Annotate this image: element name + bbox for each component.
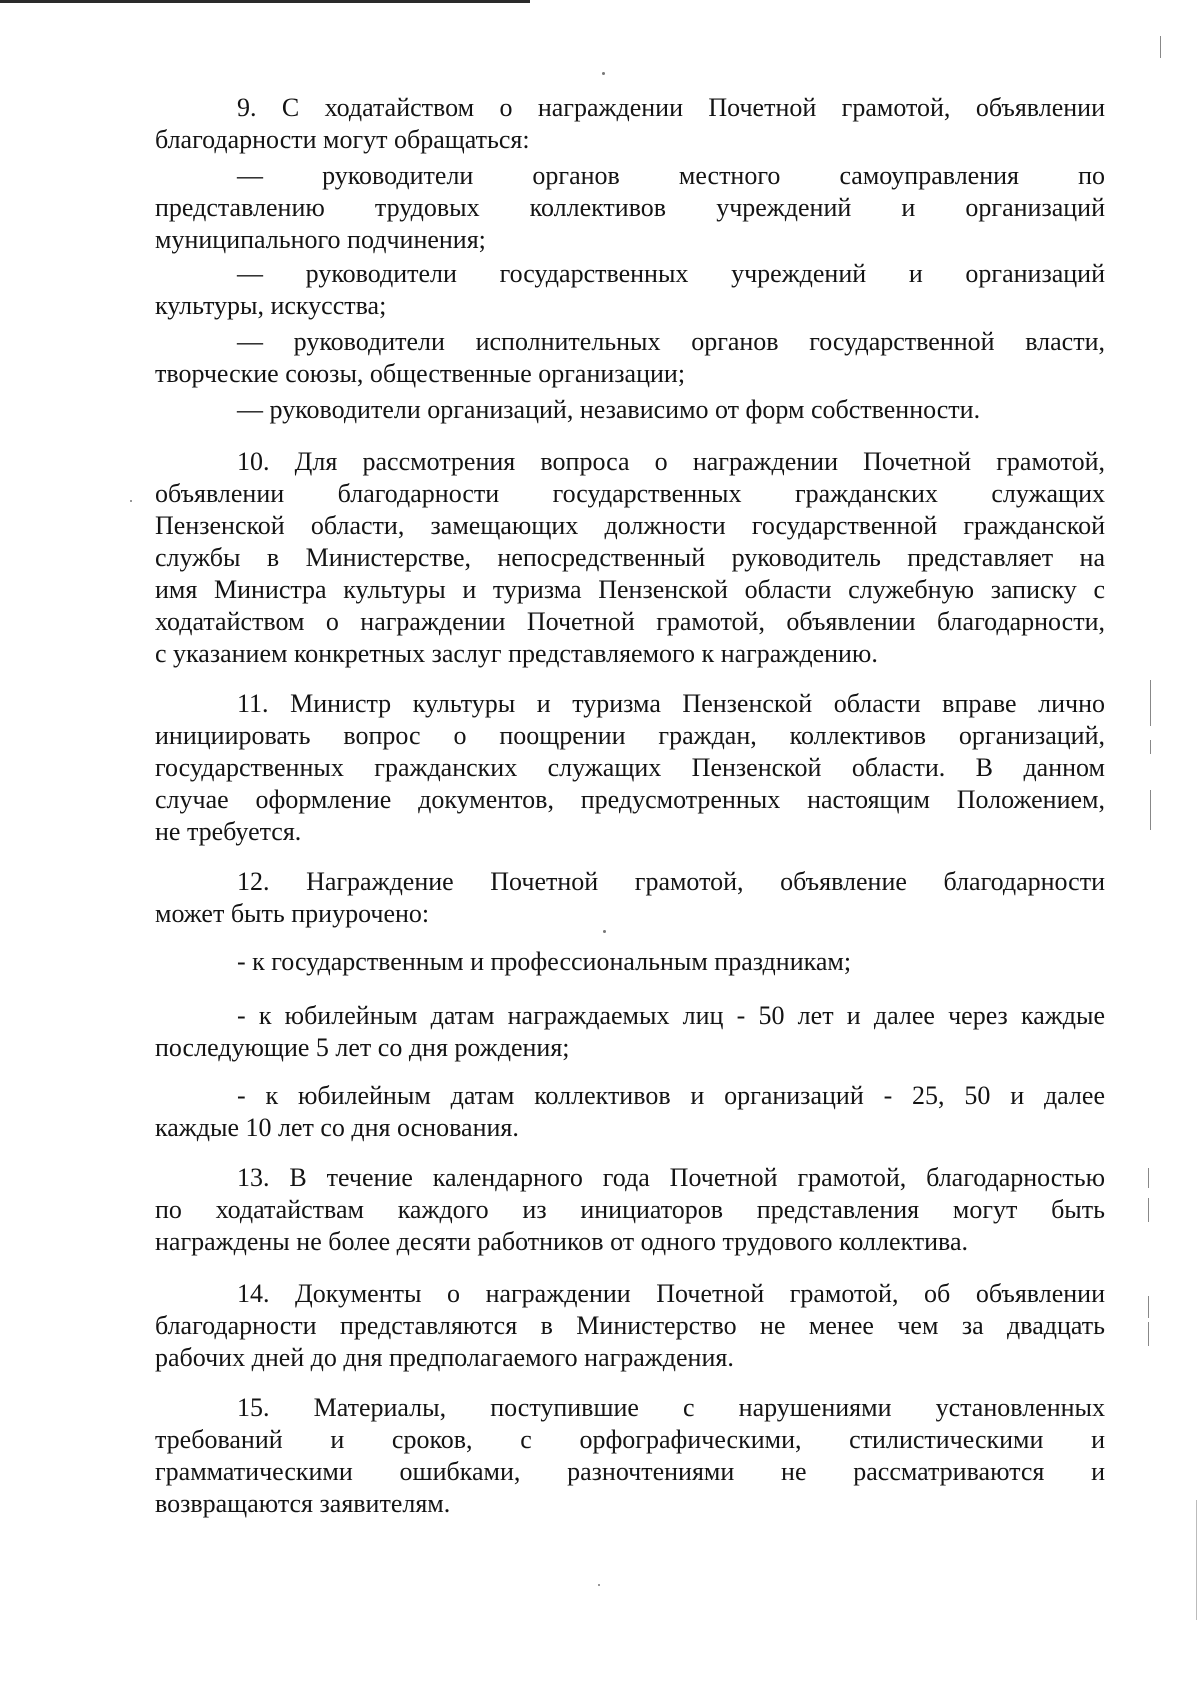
text-line: ходатайством о награждении Почетной грамотой, объявлении благодарности, xyxy=(155,607,1105,636)
paragraph-11 xyxy=(155,688,1105,848)
scan-speck xyxy=(130,500,132,502)
text-line: 10. Для рассмотрения вопроса о награждении Почетной грамотой, xyxy=(237,447,1105,476)
text-line: требований и сроков, с орфографическими, стилистическими и xyxy=(155,1425,1105,1454)
text-line: представлению трудовых коллективов учреждений и организаций xyxy=(155,193,1105,222)
text-line: — руководители исполнительных органов государственной власти, xyxy=(237,327,1105,356)
text-line: - к юбилейным датам награждаемых лиц - 50 лет и далее через каждые xyxy=(237,1001,1105,1030)
paragraph-9-item-1 xyxy=(155,160,1105,256)
text-line: 14. Документы о награждении Почетной грамотой, об объявлении xyxy=(237,1279,1105,1308)
scan-speck xyxy=(598,1584,600,1586)
text-line: - к государственным и профессиональным праздникам; xyxy=(237,947,852,976)
text-line: муниципального подчинения; xyxy=(155,225,486,254)
text-line: объявлении благодарности государственных гражданских служащих xyxy=(155,479,1105,508)
text-line: возвращаются заявителям. xyxy=(155,1489,451,1518)
text-line: — руководители органов местного самоуправления по xyxy=(237,161,1105,190)
text-line: не требуется. xyxy=(155,817,302,846)
scan-speck xyxy=(603,930,606,933)
text-line: инициировать вопрос о поощрении граждан, коллективов организаций, xyxy=(155,721,1105,750)
paragraph-12-item-2 xyxy=(155,1000,1105,1064)
scan-mark xyxy=(1148,1168,1149,1188)
scan-mark xyxy=(1148,1296,1149,1318)
text-line: 11. Министр культуры и туризма Пензенской области вправе лично xyxy=(237,689,1105,718)
text-line: — руководители государственных учреждений и организаций xyxy=(237,259,1105,288)
text-line: каждые 10 лет со дня основания. xyxy=(155,1113,519,1142)
text-line: — руководители организаций, независимо от форм собственности. xyxy=(237,395,981,424)
text-line: 13. В течение календарного года Почетной грамотой, благодарностью xyxy=(237,1163,1105,1192)
text-line: 15. Материалы, поступившие с нарушениями установленных xyxy=(237,1393,1105,1422)
paragraph-9-item-3 xyxy=(155,326,1105,390)
paragraph-15 xyxy=(155,1392,1105,1520)
paragraph-12-item-3 xyxy=(155,1080,1105,1144)
text-line: благодарности представляются в Министерство не менее чем за двадцать xyxy=(155,1311,1105,1340)
paragraph-9-item-4 xyxy=(155,394,1105,426)
scan-mark xyxy=(1196,1500,1197,1620)
text-line: - к юбилейным датам коллективов и организаций - 25, 50 и далее xyxy=(237,1081,1105,1110)
scan-mark xyxy=(1148,1322,1149,1346)
paragraph-12-item-1 xyxy=(155,946,1105,978)
text-line: награждены не более десяти работников от одного трудового коллектива. xyxy=(155,1227,969,1256)
scan-mark xyxy=(1150,740,1151,754)
paragraph-9-item-2 xyxy=(155,258,1105,322)
paragraph-9 xyxy=(155,92,1105,156)
text-line: Пензенской области, замещающих должности государственной гражданской xyxy=(155,511,1105,540)
text-line: 9. С ходатайством о награждении Почетной грамотой, объявлении xyxy=(237,93,1105,122)
text-line: государственных гражданских служащих Пензенской области. В данном xyxy=(155,753,1105,782)
scan-mark xyxy=(1150,790,1151,830)
text-line: с указанием конкретных заслуг представляемого к награждению. xyxy=(155,639,878,668)
text-line: последующие 5 лет со дня рождения; xyxy=(155,1033,570,1062)
paragraph-12 xyxy=(155,866,1105,930)
text-line: может быть приурочено: xyxy=(155,899,430,928)
scan-mark xyxy=(1148,1198,1149,1222)
scan-mark xyxy=(1150,680,1151,726)
text-line: случае оформление документов, предусмотренных настоящим Положением, xyxy=(155,785,1105,814)
scan-mark xyxy=(1160,36,1161,58)
scan-speck xyxy=(602,72,605,75)
text-line: благодарности могут обращаться: xyxy=(155,125,530,154)
text-line: рабочих дней до дня предполагаемого награждения. xyxy=(155,1343,734,1372)
text-line: по ходатайствам каждого из инициаторов представления могут быть xyxy=(155,1195,1105,1224)
text-line: службы в Министерстве, непосредственный руководитель представляет на xyxy=(155,543,1105,572)
top-rule xyxy=(0,0,530,3)
text-line: культуры, искусства; xyxy=(155,291,387,320)
text-line: имя Министра культуры и туризма Пензенской области служебную записку с xyxy=(155,575,1105,604)
paragraph-14 xyxy=(155,1278,1105,1374)
text-line: грамматическими ошибками, разночтениями не рассматриваются и xyxy=(155,1457,1105,1486)
paragraph-10 xyxy=(155,446,1105,670)
text-line: 12. Награждение Почетной грамотой, объявление благодарности xyxy=(237,867,1105,896)
text-line: творческие союзы, общественные организации; xyxy=(155,359,686,388)
paragraph-13 xyxy=(155,1162,1105,1258)
